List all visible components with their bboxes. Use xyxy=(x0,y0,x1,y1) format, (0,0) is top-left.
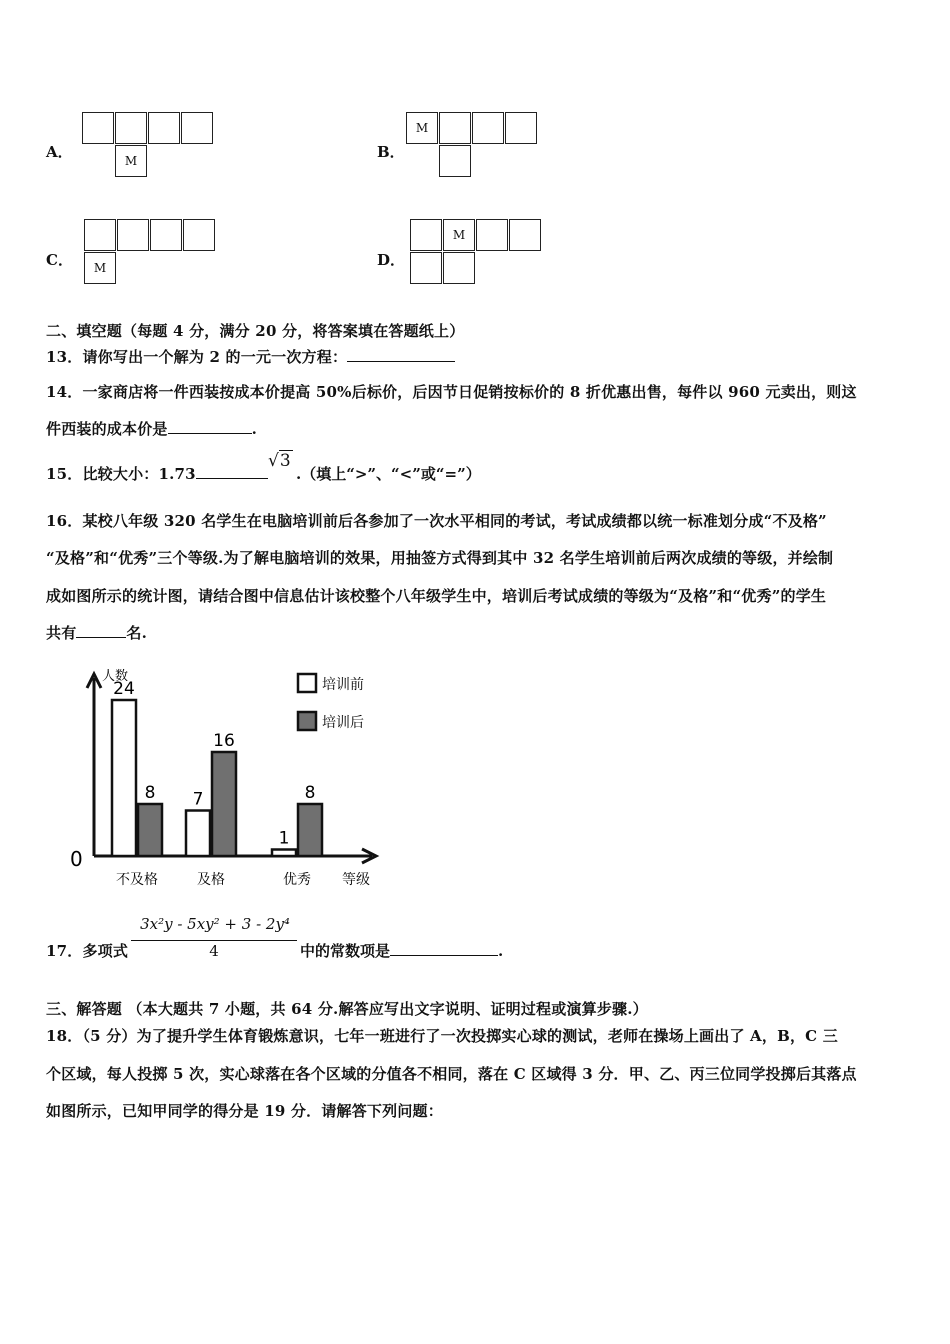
bar-before xyxy=(186,811,210,857)
net-cell xyxy=(505,112,537,144)
category-label: 不及格 xyxy=(116,872,158,888)
bar-before xyxy=(112,700,136,856)
question-17-suffix xyxy=(300,940,503,961)
question-15 xyxy=(46,463,268,484)
question-16-line-2: “及格”和“优秀”三个等级.为了解电脑培训的效果，用抽签方式得到其中 32 名学生培训前后两次成绩的等级，并绘制 xyxy=(46,549,834,567)
legend-swatch xyxy=(298,674,316,692)
net-cell xyxy=(410,219,442,251)
section-3-heading: 三、解答题 （本大题共 7 小题，共 64 分.解答应写出文字说明、证明过程或演算步骤.） xyxy=(46,1000,648,1018)
answer-blank xyxy=(196,464,268,479)
question-16-prefix: 共有 xyxy=(46,624,77,642)
net-cell xyxy=(410,252,442,284)
question-15-prefix: 15．比较大小：1.73 xyxy=(46,465,196,483)
answer-blank xyxy=(76,623,126,638)
option-c-label: C． xyxy=(46,251,73,269)
question-14-line-1: 14．一家商店将一件西装按成本价提高 50%后标价，后因节日促销按标价的 8 折优惠出售，每件以 960 元卖出，则这 xyxy=(46,383,857,401)
legend-swatch xyxy=(298,712,316,730)
net-cell xyxy=(115,112,147,144)
net-cell-m: M xyxy=(84,252,116,284)
sqrt-icon: √ xyxy=(268,451,279,471)
bar-value-label: 8 xyxy=(304,783,316,803)
net-cell xyxy=(509,219,541,251)
answer-blank xyxy=(168,419,252,434)
net-cell xyxy=(84,219,116,251)
bar-value-label: 1 xyxy=(278,828,290,849)
fraction-numerator: 3x²y - 5xy² + 3 - 2y⁴ xyxy=(140,915,290,933)
question-16-line-4 xyxy=(46,622,147,643)
y-axis-label: 人数 xyxy=(102,669,129,684)
sqrt-radicand: 3 xyxy=(279,451,291,471)
option-b-label: B． xyxy=(377,143,405,161)
bar-value-label: 8 xyxy=(144,783,156,803)
net-cell xyxy=(148,112,180,144)
question-15-suffix: .（填上“>”、“<”或“=”） xyxy=(296,465,481,483)
option-d-label: D． xyxy=(377,251,406,269)
question-17-end: . xyxy=(498,942,504,960)
net-cell xyxy=(82,112,114,144)
net-cell-m: M xyxy=(115,145,147,177)
option-a-label: A． xyxy=(46,143,73,161)
net-cell xyxy=(443,252,475,284)
answer-blank xyxy=(347,347,455,362)
bar-chart xyxy=(60,662,390,898)
question-13 xyxy=(46,346,455,367)
net-cell xyxy=(472,112,504,144)
bar-before xyxy=(272,850,296,857)
section-2-heading: 二、填空题（每题 4 分，满分 20 分，将答案填在答题纸上） xyxy=(46,322,465,340)
bar-value-label: 16 xyxy=(213,731,235,751)
category-label: 及格 xyxy=(197,872,225,888)
question-14-end: . xyxy=(251,420,258,438)
question-14-line-2 xyxy=(46,418,257,439)
bar-value-label: 7 xyxy=(192,789,204,810)
sqrt-expression xyxy=(268,451,293,471)
question-13-text: 13．请你写出一个解为 2 的一元一次方程： xyxy=(46,348,348,366)
bar-after xyxy=(138,804,162,856)
bar-after xyxy=(212,752,236,856)
net-cell xyxy=(150,219,182,251)
legend-label: 培训后 xyxy=(322,715,364,731)
fraction-bar xyxy=(131,940,297,941)
question-17-text: 中的常数项是 xyxy=(300,942,391,960)
question-16-line-3: 成如图所示的统计图，请结合图中信息估计该校整个八年级学生中，培训后考试成绩的等级为“及格”和“优秀”的学生 xyxy=(46,587,827,605)
fraction-denominator: 4 xyxy=(209,942,219,960)
net-cell xyxy=(439,112,471,144)
x-axis-label: 等级 xyxy=(342,872,370,888)
answer-blank xyxy=(390,941,498,956)
net-cell-m: M xyxy=(443,219,475,251)
question-16-line-1: 16．某校八年级 320 名学生在电脑培训前后各参加了一次水平相同的考试，考试成绩都以统一标准划分成“不及格” xyxy=(46,512,827,530)
bar-value-label: 24 xyxy=(113,679,135,699)
net-cell xyxy=(476,219,508,251)
question-17-prefix: 17．多项式 xyxy=(46,942,129,960)
net-cell xyxy=(117,219,149,251)
bar-after xyxy=(298,804,322,856)
question-18-line-3: 如图所示，已知甲同学的得分是 19 分．请解答下列问题： xyxy=(46,1102,443,1120)
net-cell xyxy=(439,145,471,177)
question-16-suffix: 名. xyxy=(126,624,148,642)
category-label: 优秀 xyxy=(283,872,311,888)
question-18-line-2: 个区域，每人投掷 5 次，实心球落在各个区域的分值各不相同，落在 C 区域得 3 分．甲、乙、丙三位同学投掷后其落点 xyxy=(46,1065,857,1083)
question-14-text: 件西装的成本价是 xyxy=(46,420,168,438)
origin-label: 0 xyxy=(70,847,83,871)
legend-label: 培训前 xyxy=(322,677,364,693)
net-cell-m: M xyxy=(406,112,438,144)
question-18-line-1: 18．（5 分）为了提升学生体育锻炼意识，七年一班进行了一次投掷实心球的测试，老师在操场上画出了 A，B，C 三 xyxy=(46,1027,838,1045)
net-cell xyxy=(183,219,215,251)
net-cell xyxy=(181,112,213,144)
